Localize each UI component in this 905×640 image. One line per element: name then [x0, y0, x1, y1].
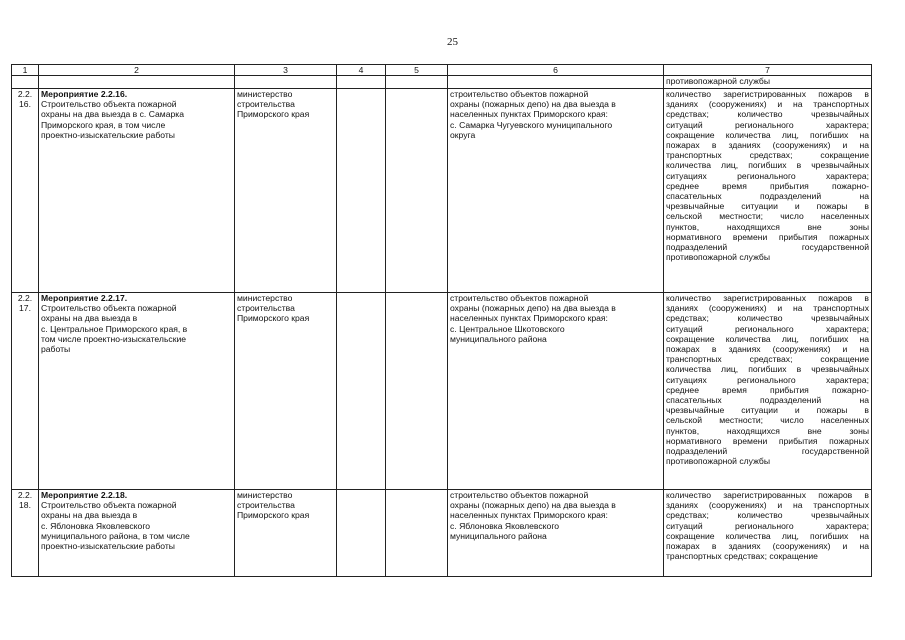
indicators-cell [664, 293, 872, 490]
text-line: работы [41, 344, 71, 355]
text-line: чрезвычайные ситуации и пожары в [666, 201, 869, 212]
text-line: с. Самарка Чугуевского муниципального [450, 119, 613, 130]
text-line: муниципального района [450, 333, 547, 344]
row-number-cell [12, 89, 39, 293]
result-cell [448, 89, 664, 293]
row-number-cell [12, 293, 39, 490]
text-line: строительства [237, 500, 295, 511]
page-number: 25 [447, 36, 458, 48]
text-line: том числе проектно-изыскательские [41, 333, 187, 344]
measure-cell [39, 89, 235, 293]
text-line: строительство объектов пожарной [450, 293, 589, 303]
column-5-cell [386, 89, 448, 293]
column-5-cell [386, 293, 448, 490]
text-line: количества лиц, погибших в чрезвычайных [666, 160, 869, 171]
text-line: охраны на два выезда в [41, 313, 138, 324]
text-line: муниципального района [450, 530, 547, 541]
text-line: количество зарегистрированных пожаров в [666, 293, 869, 303]
table-row [12, 89, 872, 293]
column-header: 2 [39, 65, 235, 76]
text-line: пожарах в зданиях (сооружениях) и на [666, 344, 869, 355]
text-line: 2.2. [17, 490, 33, 500]
text-line: 18. [19, 500, 31, 511]
text-line: зданиях (сооружениях) и на транспортных [666, 303, 869, 314]
measure-title: Мероприятие 2.2.16. [41, 89, 128, 99]
text-line: 17. [19, 303, 31, 314]
text-line: с. Центральное Шкотовского [450, 323, 565, 334]
text-line: охраны на два выезда в с. Самарка [41, 109, 184, 120]
text-line: министерство [237, 490, 293, 500]
text-line: сокращение количества лиц, погибших на [666, 129, 869, 140]
text-line: сокращение количества лиц, погибших на [666, 333, 869, 344]
text-line: пунктов, находящихся вне зоны [666, 221, 869, 232]
indicators-cell [664, 490, 872, 577]
executor-cell [235, 89, 337, 293]
measures-table [11, 64, 872, 577]
text-line: с. Яблоновка Яковлевского [41, 520, 151, 531]
text-line: пожарах в зданиях (сооружениях) и на [666, 140, 869, 151]
column-4-cell [337, 490, 386, 577]
column-header: 7 [664, 65, 872, 76]
column-header: 6 [448, 65, 664, 76]
header-row [12, 65, 872, 76]
row-number-cell [12, 490, 39, 577]
text-line: охраны (пожарных депо) на два выезда в [450, 303, 616, 314]
text-line: среднее время прибытия пожарно- [666, 384, 869, 395]
text-line: транспортных средствах; сокращение [666, 354, 869, 365]
text-line: 16. [19, 99, 31, 110]
text-line: сельской местности; число населенных [666, 415, 869, 426]
text-line: охраны (пожарных депо) на два выезда в [450, 500, 616, 511]
text-line: чрезвычайные ситуации и пожары в [666, 405, 869, 416]
text-line: населенных пунктах Приморского края: [450, 109, 608, 120]
text-line: спасательных подразделений на [666, 191, 869, 202]
text-line: охраны на два выезда в [41, 510, 138, 521]
text-line: ситуаций регионального характера; [666, 520, 869, 531]
text-line: спасательных подразделений на [666, 395, 869, 406]
text-line: с. Центральное Приморского края, в [41, 323, 188, 334]
column-header: 1 [12, 65, 39, 76]
text-line: зданиях (сооружениях) и на транспортных [666, 500, 869, 511]
text-line: строительство объектов пожарной [450, 89, 589, 99]
text-line: строительства [237, 99, 295, 110]
text-line: проектно-изыскательские работы [41, 541, 175, 552]
text-line: Строительство объекта пожарной [41, 303, 177, 314]
column-header: 4 [337, 65, 386, 76]
text-line: ситуациях регионального характера; [666, 374, 869, 385]
continuation-row [12, 76, 872, 89]
text-line: строительства [237, 303, 295, 314]
text-line: министерство [237, 293, 293, 303]
text-line: Приморского края, в том числе [41, 119, 166, 130]
text-line: количества лиц, погибших в чрезвычайных [666, 364, 869, 375]
measure-cell [39, 490, 235, 577]
text-line: Строительство объекта пожарной [41, 500, 177, 511]
text-line: среднее время прибытия пожарно- [666, 180, 869, 191]
continuation-cell: противопожарной службы [664, 76, 872, 89]
indicators-cell [664, 89, 872, 293]
text-line: Строительство объекта пожарной [41, 99, 177, 110]
measure-title: Мероприятие 2.2.17. [41, 293, 128, 303]
text-line: противопожарной службы [666, 456, 771, 467]
text-line: 2.2. [17, 293, 33, 303]
text-line: округа [450, 129, 476, 140]
text-line: 2.2. [17, 89, 33, 99]
column-header: 5 [386, 65, 448, 76]
column-4-cell [337, 293, 386, 490]
text-line: пунктов, находящихся вне зоны [666, 425, 869, 436]
text-line: Приморского края [237, 510, 310, 521]
text-line: нормативного времени прибытия пожарных [666, 231, 869, 242]
text-line: с. Яблоновка Яковлевского [450, 520, 560, 531]
text-line: транспортных средствах; сокращение [666, 150, 869, 161]
text-line: зданиях (сооружениях) и на транспортных [666, 99, 869, 110]
text-line: нормативного времени прибытия пожарных [666, 435, 869, 446]
text-line: транспортных средствах; сокращение [666, 551, 818, 562]
text-line: противопожарной службы [666, 252, 771, 263]
column-4-cell [337, 89, 386, 293]
executor-cell [235, 293, 337, 490]
column-header: 3 [235, 65, 337, 76]
text-line: охраны (пожарных депо) на два выезда в [450, 99, 616, 110]
text-line: ситуаций регионального характера; [666, 323, 869, 334]
text-line: средствах; количество чрезвычайных [666, 313, 869, 324]
text-line: сокращение количества лиц, погибших на [666, 530, 869, 541]
table-row [12, 293, 872, 490]
text-line: подразделений государственной [666, 242, 869, 253]
measure-title: Мероприятие 2.2.18. [41, 490, 128, 500]
column-5-cell [386, 490, 448, 577]
measure-cell [39, 293, 235, 490]
text-line: проектно-изыскательские работы [41, 129, 175, 140]
executor-cell [235, 490, 337, 577]
text-line: министерство [237, 89, 293, 99]
result-cell [448, 490, 664, 577]
result-cell [448, 293, 664, 490]
text-line: пожарах в зданиях (сооружениях) и на [666, 541, 869, 552]
text-line: количество зарегистрированных пожаров в [666, 89, 869, 99]
text-line: Приморского края [237, 109, 310, 120]
text-line: ситуаций регионального характера; [666, 119, 869, 130]
text-line: средствах; количество чрезвычайных [666, 109, 869, 120]
text-line: Приморского края [237, 313, 310, 324]
text-line: сельской местности; число населенных [666, 211, 869, 222]
text-line: населенных пунктах Приморского края: [450, 510, 608, 521]
text-line: подразделений государственной [666, 446, 869, 457]
text-line: ситуациях регионального характера; [666, 170, 869, 181]
text-line: средствах; количество чрезвычайных [666, 510, 869, 521]
text-line: строительство объектов пожарной [450, 490, 589, 500]
text-line: количество зарегистрированных пожаров в [666, 490, 869, 500]
text-line: населенных пунктах Приморского края: [450, 313, 608, 324]
table-row [12, 490, 872, 577]
text-line: муниципального района, в том числе [41, 530, 190, 541]
